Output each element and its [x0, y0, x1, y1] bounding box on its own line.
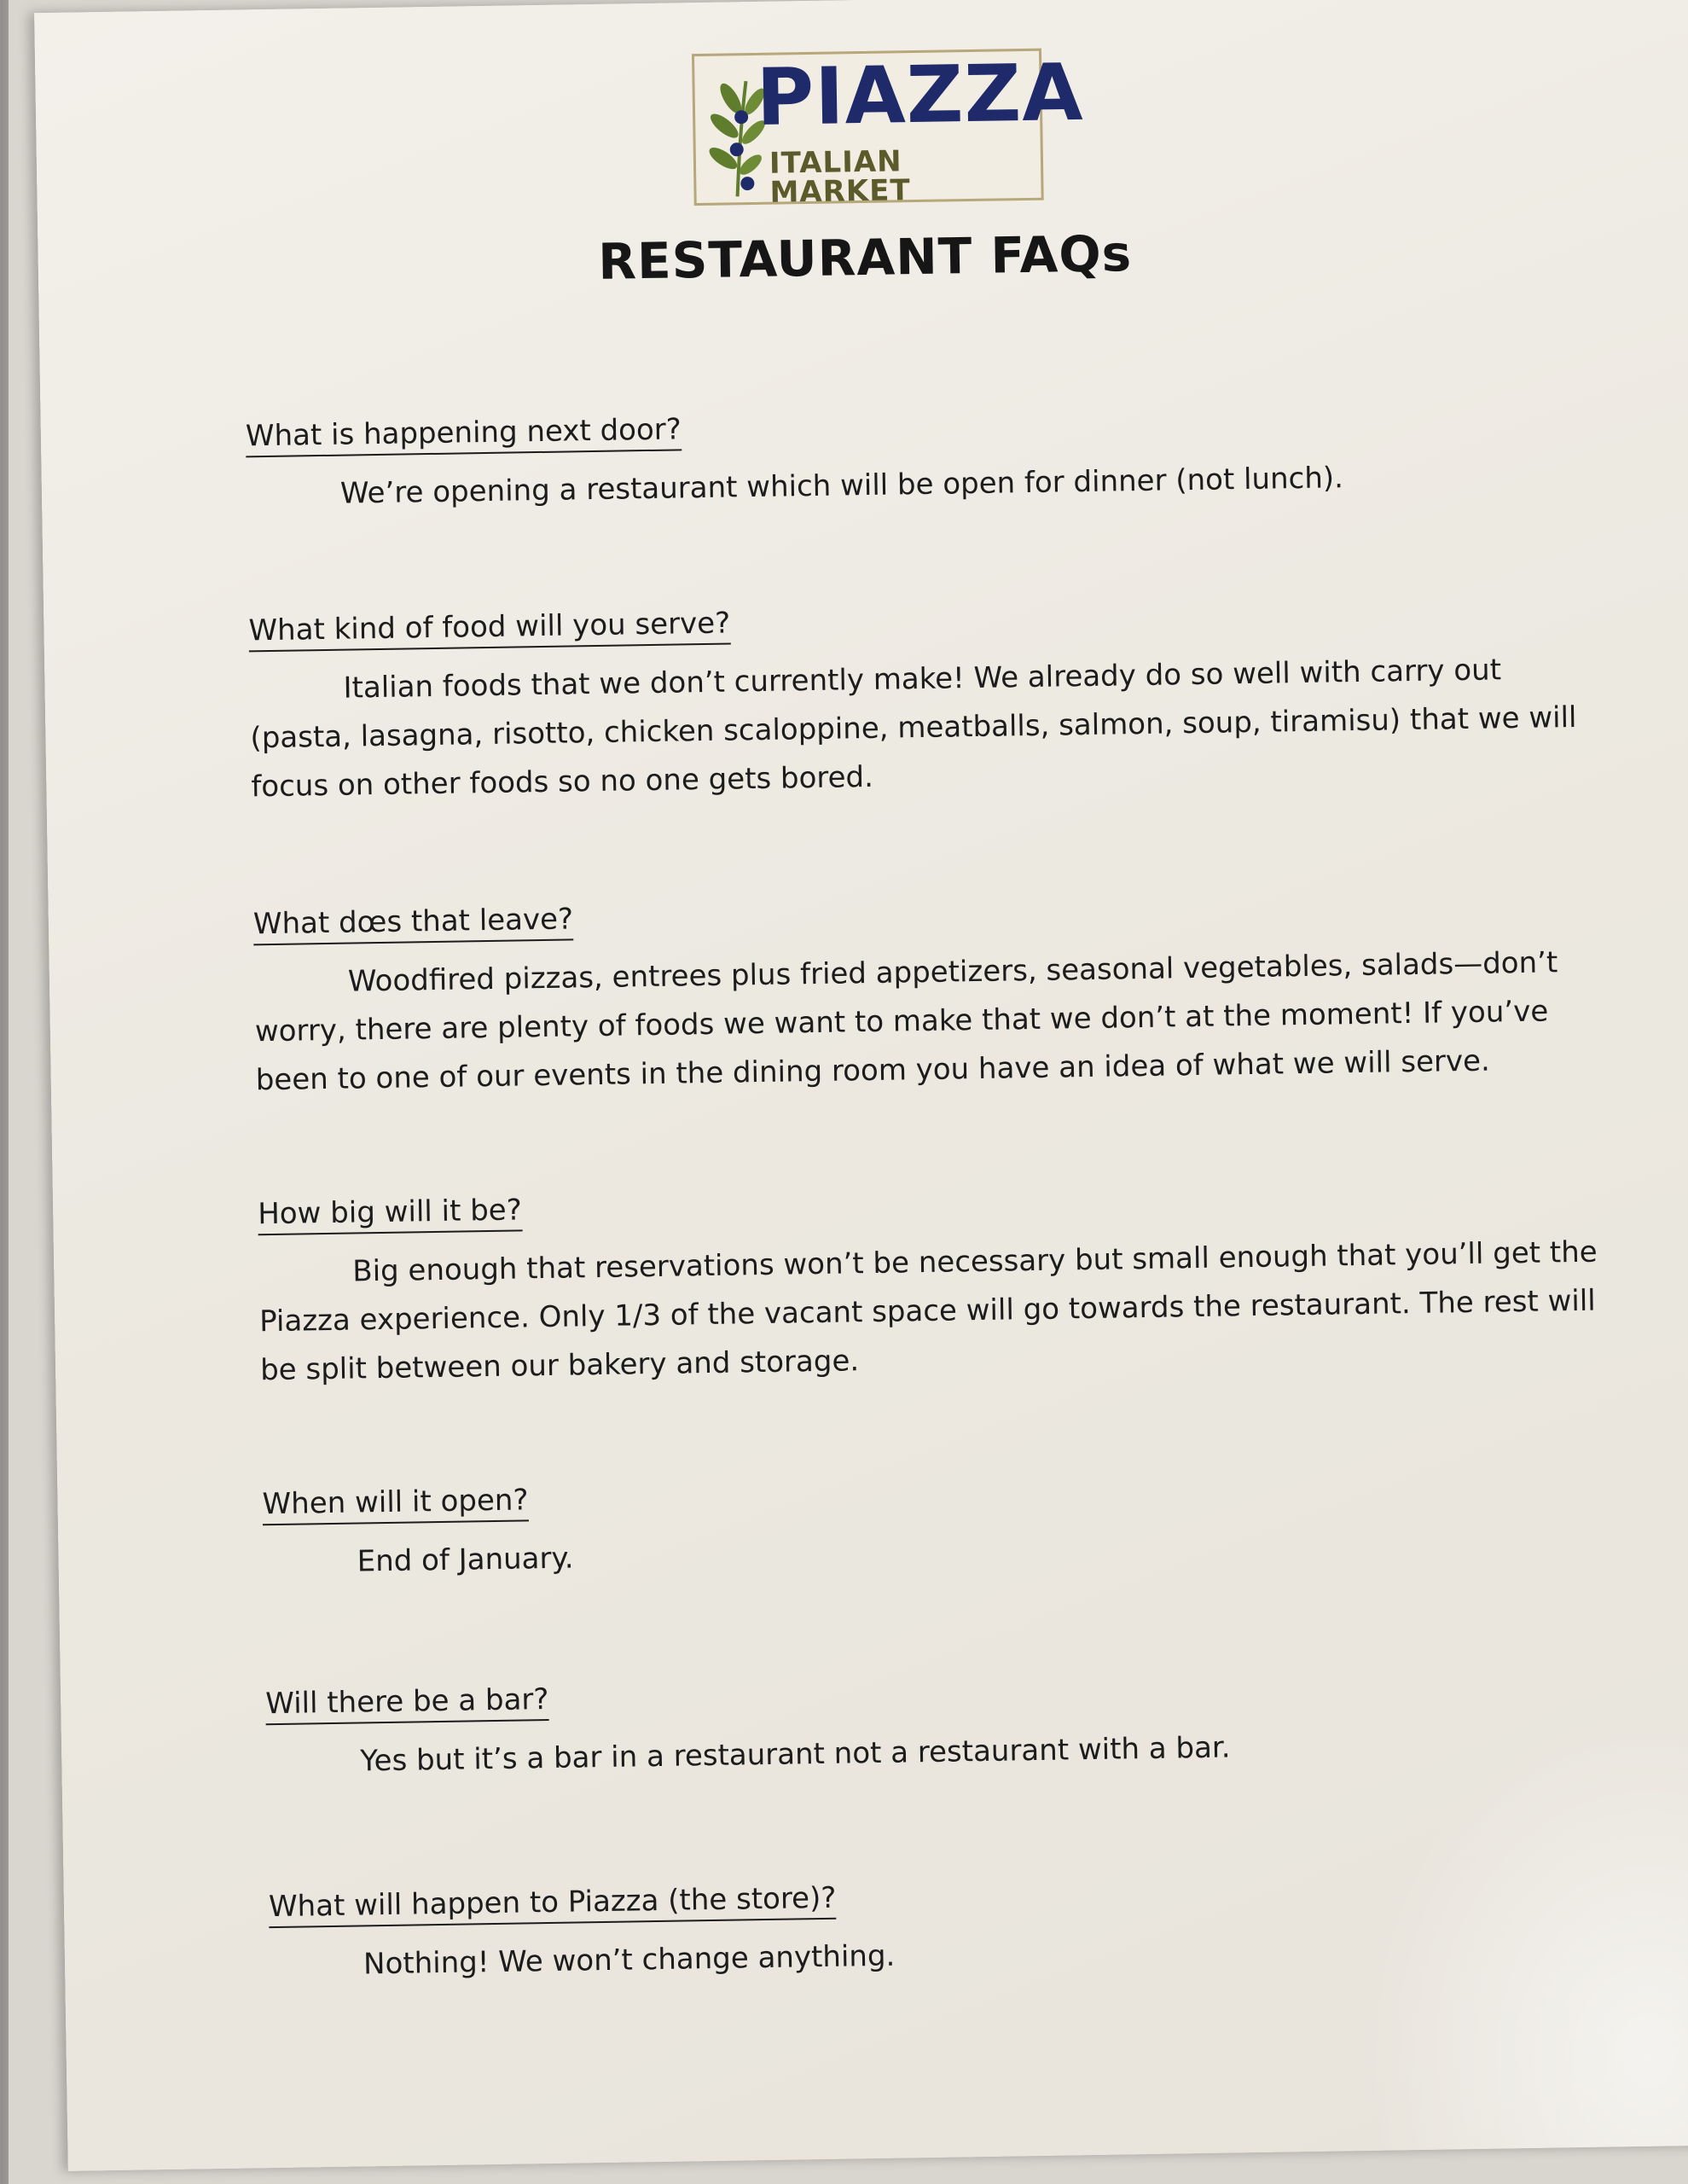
faq-answer: Italian foods that we don’t currently make! We already do so well with carry out (pasta, lasagna, risotto, chicken scaloppine, meatballs, salmon, soup, tiramisu) that we will focus on other foods so no one gets bored.: [250, 653, 1577, 804]
page-title: RESTAURANT FAQs: [597, 224, 1133, 291]
faq-answer: Yes but it’s a bar in a restaurant not a restaurant with a bar.: [360, 1730, 1231, 1779]
logo-subtitle: ITALIAN MARKET: [769, 144, 911, 210]
faq-question: How big will it be?: [258, 1193, 522, 1235]
faq-item: [265, 1665, 1615, 1787]
faq-item: [248, 593, 1598, 812]
faq-answer: Big enough that reservations won’t be necessary but small enough that you’ll get the Piazza experience. Only 1/3 of the vacant space will go towards the restaurant. The rest will be split between our bakery and storage.: [258, 1234, 1598, 1388]
faq-question: What kind of food will you serve?: [248, 607, 730, 653]
logo-title: PIAZZA: [755, 46, 1085, 143]
faq-item: [269, 1868, 1618, 1990]
faq-answer: We’re opening a restaurant which will be open for dinner (not lunch).: [339, 460, 1344, 511]
faq-item: [253, 886, 1604, 1106]
faq-question: What dœs that leave?: [253, 902, 574, 945]
faq-question: What is happening next door?: [246, 412, 682, 457]
store-logo: [692, 46, 1085, 210]
faq-question: Will there be a bar?: [265, 1682, 549, 1725]
faq-question: When will it open?: [262, 1483, 529, 1525]
faq-item: [262, 1466, 1611, 1588]
faq-answer: Nothing! We won’t change anything.: [363, 1938, 896, 1982]
faq-question: What will happen to Piazza (the store)?: [269, 1881, 837, 1928]
faq-answer: Woodfired pizzas, entrees plus fried appetizers, seasonal vegetables, salads—don’t worry, there are plenty of foods we want to make that we don’t at the moment! If you’ve been to one of our events in the dining room you have an idea of what we will serve.: [254, 945, 1558, 1098]
faq-answer: End of January.: [357, 1541, 574, 1579]
faq-item: [258, 1176, 1608, 1395]
faq-item: [246, 398, 1595, 520]
faq-sheet: [34, 0, 1688, 2171]
